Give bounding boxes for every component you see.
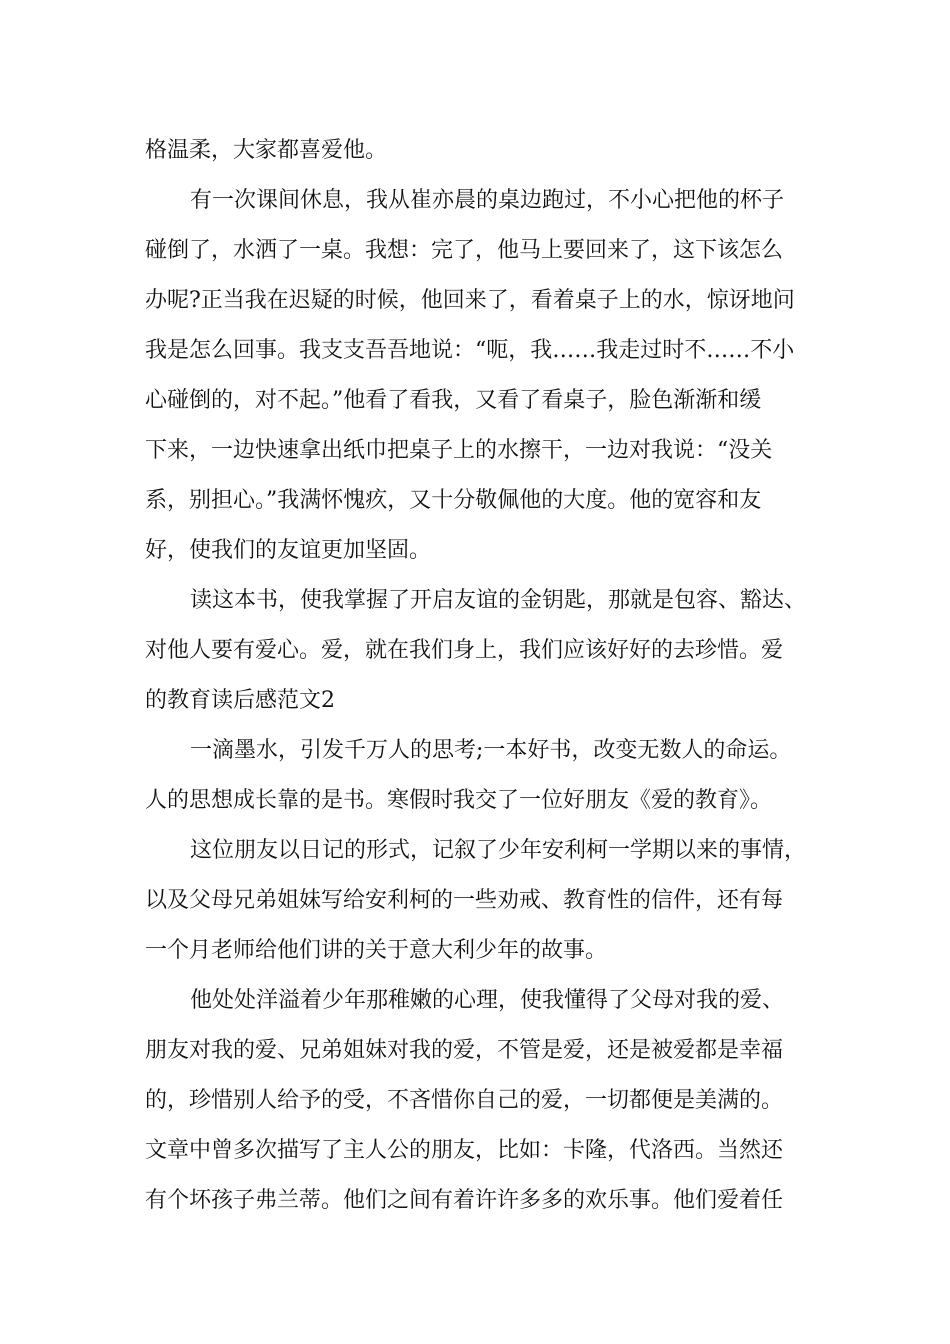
text-line: 对他人要有爱心。爱，就在我们身上，我们应该好好的去珍惜。爱 [145,638,784,663]
section-heading-line: 的教育读后感范文2 [145,688,335,713]
paragraph-start-line: 有一次课间休息，我从崔亦晨的桌边跑过，不小心把他的杯子 [190,188,785,213]
text-line: 有个坏孩子弗兰蒂。他们之间有着许许多多的欢乐事。他们爱着任 [145,1188,784,1213]
text-line: 心碰倒的，对不起。”他看了看我，又看了看桌子，脸色渐渐和缓 [145,388,762,413]
text-line: 我是怎么回事。我支支吾吾地说：“呃，我……我走过时不……不小 [145,338,795,363]
paragraph-start-line: 这位朋友以日记的形式，记叙了少年安利柯一学期以来的事情， [190,838,807,863]
text-line: 系，别担心。”我满怀愧疚，又十分敬佩他的大度。他的宽容和友 [145,488,762,513]
text-line: 下来，一边快速拿出纸巾把桌子上的水擦干，一边对我说：“没关 [145,438,773,463]
paragraph-start-line: 一滴墨水，引发千万人的思考;一本好书，改变无数人的命运。 [190,738,792,763]
text-line: 朋友对我的爱、兄弟姐妹对我的爱，不管是爱，还是被爱都是幸福 [145,1038,784,1063]
paragraph-start-line: 他处处洋溢着少年那稚嫩的心理，使我懂得了父母对我的爱、 [190,988,785,1013]
text-line: 一个月老师给他们讲的关于意大利少年的故事。 [145,938,608,963]
text-line: 碰倒了，水洒了一桌。我想：完了，他马上要回来了，这下该怎么 [145,238,784,263]
text-line: 办呢?正当我在迟疑的时候，他回来了，看着桌子上的水，惊讶地问 [145,288,795,313]
text-line: 好，使我们的友谊更加坚固。 [145,538,432,563]
text-line: 文章中曾多次描写了主人公的朋友，比如：卡隆，代洛西。当然还 [145,1138,784,1163]
text-line: 的，珍惜别人给予的受，不吝惜你自己的爱，一切都便是美满的。 [145,1088,784,1113]
text-line: 以及父母兄弟姐妹写给安利柯的一些劝戒、教育性的信件，还有每 [145,888,784,913]
paragraph-start-line: 读这本书，使我掌握了开启友谊的金钥匙，那就是包容、豁达、 [190,588,807,613]
text-line: 格温柔，大家都喜爱他。 [145,138,388,163]
text-line: 人的思想成长靠的是书。寒假时我交了一位好朋友《爱的教育》。 [145,788,773,813]
